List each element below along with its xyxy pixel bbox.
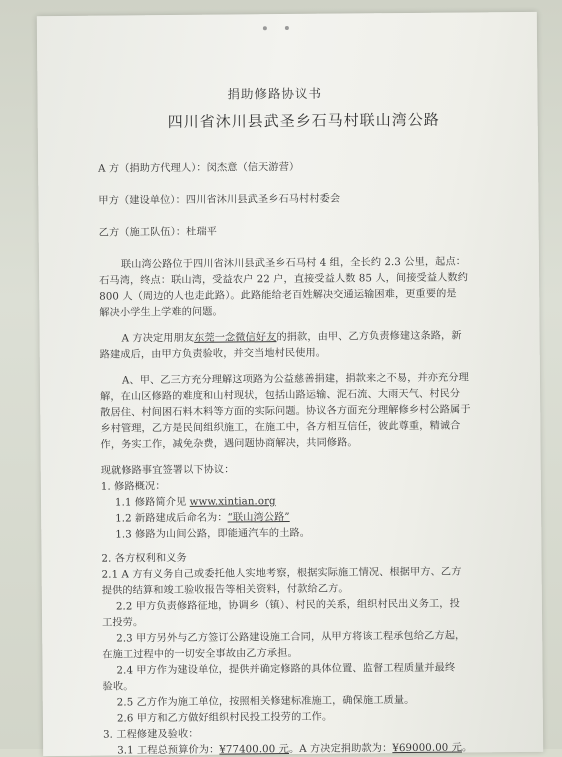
text-segment: 。A 方决定捐助款为：	[288, 743, 393, 756]
section-heading: 3. 工程修建及验收：	[103, 728, 199, 741]
clause-line: 提供的结算和竣工验收报告等相关资料，付款给乙方。	[101, 583, 349, 597]
clause-line	[115, 508, 290, 525]
clause-line	[117, 738, 472, 756]
punch-hole	[263, 26, 267, 30]
text-segment: 1.2 新路建成后命名为：	[115, 512, 228, 525]
paragraph-line: 路建成后，由甲方负责验收，并交当地村民使用。	[99, 347, 327, 361]
clause-line: 2.6 甲方和乙方做好组织村民投工投劳的工作。	[116, 711, 333, 725]
clause-line: 2.3 甲方另外与乙方签订公路建设施工合同，从甲方将该工程承包给乙方起，	[116, 630, 466, 645]
paragraph-line: A、甲、乙三方充分理解这项路为公益慈善捐建，捐款来之不易，并亦充分理	[121, 372, 469, 387]
clause-line: 2.1 A 方有义务自己或委托他人实地考察，根据实际施工情况、根据甲方、乙方	[101, 566, 462, 581]
donation-amount: ¥69000.00 元	[392, 742, 463, 755]
party-jia: 甲方（建设单位）：四川省沐川县武圣乡石马村村委会	[98, 193, 341, 207]
section-heading: 1. 修路概况：	[100, 481, 166, 493]
clause-line: 2.2 甲方负责修路征地，协调乡（镇）、村民的关系，组织村民出义务工，投	[115, 598, 460, 613]
text-segment: 1.1 修路简介见	[114, 496, 190, 509]
paragraph-line: 解决小学生上学难的问题。	[99, 306, 223, 319]
budget-amount: ¥77400.00 元	[219, 744, 290, 756]
text-segment: 3.1 工程总预算价为：	[117, 744, 220, 757]
paragraph-line: 解，在山区修路的难度和山村现状，包括山路运输、泥石流、大雨天气、村民分	[100, 388, 461, 403]
punch-hole	[285, 26, 289, 30]
clause-line	[115, 492, 276, 508]
document-title: 捐助修路协议书	[227, 85, 323, 102]
clause-line: 验收。	[102, 681, 134, 693]
text-segment: A 方决定用朋友	[121, 332, 195, 345]
section-heading: 2. 各方权利和义务	[101, 552, 187, 565]
clause-line: 在施工过程中的一切安全事故由乙方承担。	[102, 647, 298, 661]
clause-line: 1.3 修路为山间公路，即能通汽车的土路。	[115, 527, 311, 541]
paragraph-line: 联山湾公路位于四川省沐川县武圣乡石马村 4 组，全长约 2.3 公里，起点：	[120, 256, 467, 271]
road-name: “联山湾公路”	[227, 512, 290, 524]
clause-line: 2.4 甲方作为建设单位，提供并确定修路的具体位置、监督工程质量并最终	[116, 662, 456, 677]
party-a: A 方（捐助方代理人）：闵杰意（信天游营）	[98, 161, 300, 175]
text-segment: 。	[461, 742, 473, 754]
paragraph-line: 石马湾，终点：联山湾，受益农户 22 户，直接受益人数 85 人，间接受益人数约	[99, 272, 469, 287]
clause-line: 2.5 乙方作为施工单位，按照相关修建标准施工，确保施工质量。	[116, 694, 415, 709]
paragraph-line: 乡村管理，乙方是民间组织施工，在施工中，各方相互信任，彼此尊重，精诚合	[100, 420, 461, 435]
agreement-intro: 现就修路事宜签署以下协议：	[100, 464, 235, 477]
agreement-page	[37, 12, 543, 756]
document-subtitle: 四川省沐川县武圣乡石马村联山湾公路	[167, 110, 440, 132]
party-yi: 乙方（施工队伍）：杜瑞平	[98, 226, 218, 239]
paragraph-line: 散居住、村间困石料木料等方面的实际问题。协议各方面充分理解修乡村公路属于	[100, 404, 471, 419]
paragraph-line: 作，务实工作，减免杂费，遇问题协商解决，共同修路。	[100, 437, 358, 451]
paragraph-line	[122, 327, 462, 345]
donor-name: 东莞一念微信好友	[194, 332, 277, 344]
paragraph-line: 800 人（周边的人也走此路）。此路能给老百姓解决交通运输困难，更重要的是	[99, 288, 457, 303]
website-link: www.xintian.org	[189, 496, 276, 508]
clause-line: 工投劳。	[102, 617, 144, 629]
text-segment: 的捐款，由甲、乙方负责修建这条路，新	[276, 330, 462, 344]
